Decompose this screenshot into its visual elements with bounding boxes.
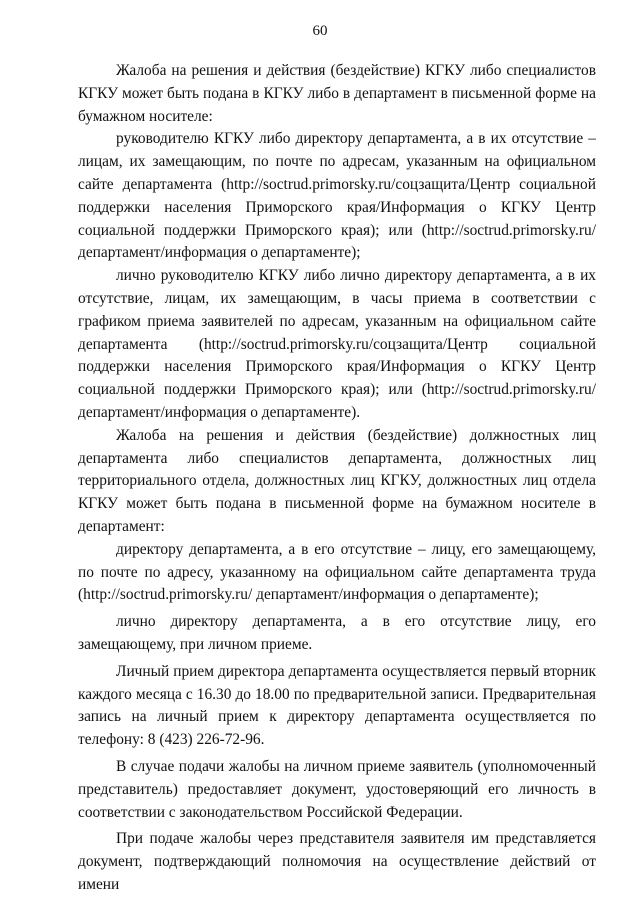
document-body xyxy=(78,60,596,897)
paragraph-complaint-officials: Жалоба на решения и действия (бездействие) должностных лиц департамента либо специалистов департамента, должностных лиц территориального отдела, должностных лиц КГКУ, должностных лиц отдела КГКУ может быть подана в письменной форме на бумажном носителе в департамент: xyxy=(78,426,596,535)
paragraph-mail-to-head: руководителю КГКУ либо директору департамента, а в их отсутствие – лицам, их замещающим, по почте по адресам, указанным на официальном сайте департамента (http://soctrud.primorsky.ru/соцзащита/Центр социальной поддержки населения Приморского края/Информация о КГКУ Центр социальной поддержки Приморского края); или (http://soctrud.primorsky.ru/департамент/информация о департаменте); xyxy=(78,130,596,262)
paragraph-representative: При подаче жалобы через представителя заявителя им представляется документ, подтверждающий полномочия на осуществление действий от имени xyxy=(78,830,596,893)
paragraph-complaint-kgku: Жалоба на решения и действия (бездействие) КГКУ либо специалистов КГКУ может быть подана в КГКУ либо в департамент в письменной форме на бумажном носителе: xyxy=(78,62,596,125)
paragraph-identity-document: В случае подачи жалобы на личном приеме заявитель (уполномоченный представитель) предоставляет документ, удостоверяющий его личность в соответствии с законодательством Российской Федерации. xyxy=(78,757,596,821)
page-number: 60 xyxy=(312,23,328,39)
paragraph-in-person-to-head: лично руководителю КГКУ либо лично директору департамента, а в их отсутствие, лицам, их замещающим, в часы приема в соответствии с графиком приема заявителей по адресам, указанным на официальном сайте департамента (http://soctrud.primorsky.ru/соцзащита/Центр социальной поддержки населения Приморского края/Информация о КГКУ Центр социальной поддержки Приморского края); или (http://soctrud.primorsky.ru/департамент/информация о департаменте). xyxy=(78,267,596,421)
paragraph-mail-to-director: директору департамента, а в его отсутствие – лицу, его замещающему, по почте по адресу, указанному на официальном сайте департамента труда (http://soctrud.primorsky.ru/ департамент/информация о департаменте); xyxy=(78,540,596,604)
paragraph-reception-schedule: Личный прием директора департамента осуществляется первый вторник каждого месяца с 16.30 до 18.00 по предварительной записи. Предварительная запись на личный прием к директору департамента осуществляется по телефону: 8 (423) 226-72-96. xyxy=(78,662,596,749)
paragraph-in-person-to-director: лично директору департамента, а в его отсутствие лицу, его замещающему, при личном приеме. xyxy=(78,613,596,653)
